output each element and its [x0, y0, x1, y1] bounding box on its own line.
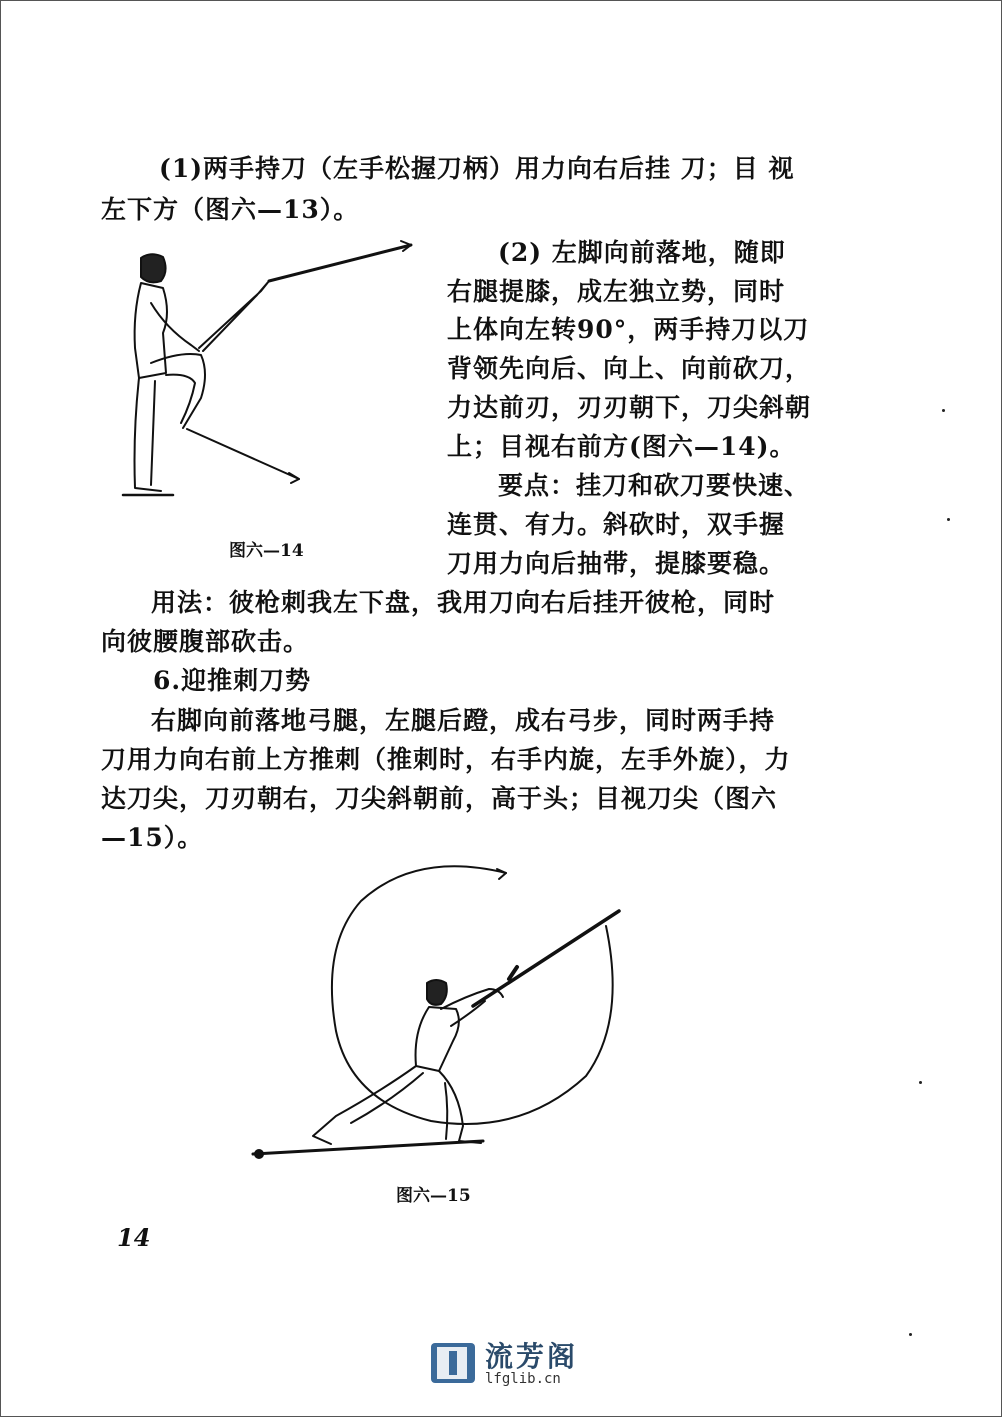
watermark-name: 流芳阁 [485, 1340, 579, 1373]
section2-key-points: 要点：挂刀和砍刀要快速、 [498, 471, 811, 500]
scan-speck [942, 409, 945, 412]
section2-line: 连贯、有力。斜砍时，双手握 [447, 510, 786, 539]
section6-line: 达刀尖，刀刃朝右，刀尖斜朝前，高于头；目视刀尖（图六 [101, 784, 778, 813]
watermark-url: lfglib.cn [485, 1371, 561, 1387]
section2-line: 上体向左转90°，两手持刀以刀 [447, 315, 810, 344]
figure-14-caption: 图六—14 [229, 541, 304, 561]
section2-line: 力达前刃，刃刃朝下，刀尖斜朝 [447, 393, 812, 422]
figure-15-illustration [241, 861, 641, 1171]
section1-line1: (1)两手持刀（左手松握刀柄）用力向右后挂 刀；目 视 [159, 154, 795, 183]
usage-line1: 用法：彼枪刺我左下盘，我用刀向右后挂开彼枪，同时 [151, 588, 776, 617]
section2-line: 背领先向后、向上、向前砍刀， [447, 354, 812, 383]
figure-14-illustration [111, 233, 431, 508]
book-icon [427, 1337, 479, 1389]
section2-line: 刀用力向后抽带，提膝要稳。 [447, 549, 786, 578]
scan-speck [909, 1333, 912, 1336]
usage-line2: 向彼腰腹部砍击。 [101, 627, 310, 656]
section6-title: 6.迎推刺刀势 [153, 666, 312, 695]
section6-line: 右脚向前落地弓腿，左腿后蹬，成右弓步，同时两手持 [151, 706, 776, 735]
section2-line: 上；目视右前方(图六—14)。 [447, 432, 796, 461]
section6-line: 刀用力向右前上方推刺（推刺时，右手内旋，左手外旋），力 [101, 745, 791, 774]
figure-15-caption: 图六—15 [396, 1186, 471, 1206]
section2-line: 右腿提膝，成左独立势，同时 [447, 277, 786, 306]
section2-line: (2) 左脚向前落地，随即 [498, 238, 786, 267]
section6-line: —15）。 [101, 823, 204, 852]
scan-speck [919, 1081, 922, 1084]
section1-line2: 左下方（图六—13）。 [101, 195, 360, 224]
scan-speck [947, 518, 950, 521]
page-number: 14 [117, 1223, 151, 1252]
